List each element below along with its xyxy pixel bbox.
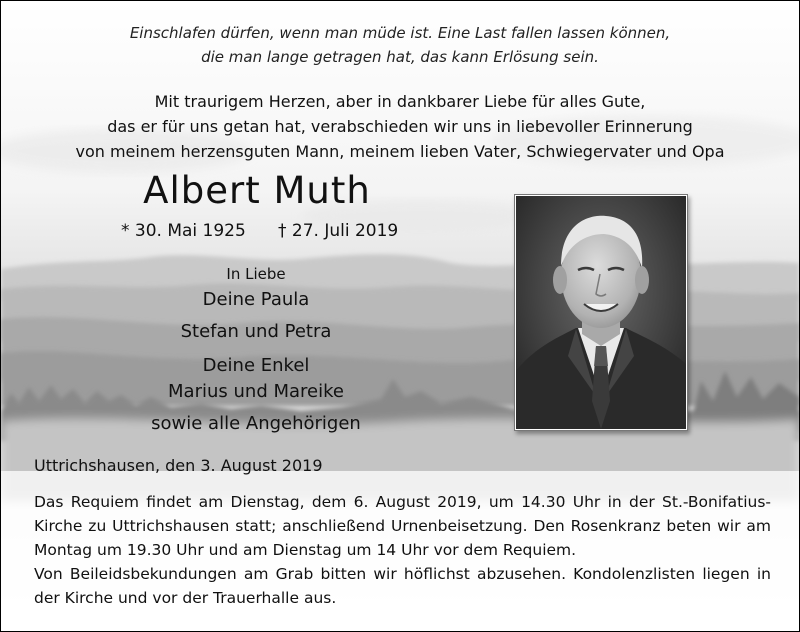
funeral-notice: [34, 490, 771, 610]
intro-line: Mit traurigem Herzen, aber in dankbarer Liebe für alles Gute,: [154, 92, 646, 111]
intro-line: von meinem herzensguten Mann, meinem lieben Vater, Schwiegervater und Opa: [75, 142, 725, 161]
death-date: † 27. Juli 2019: [278, 221, 399, 241]
mourner-line: Deine Enkel: [202, 355, 310, 376]
portrait-image: [516, 196, 686, 429]
motto-line: die man lange getragen hat, das kann Erlösung sein.: [201, 48, 599, 66]
mourner-line: Stefan und Petra: [180, 321, 332, 342]
place-and-date: Uttrichshausen, den 3. August 2019: [34, 456, 323, 475]
notice-paragraph: Das Requiem findet am Dienstag, dem 6. August 2019, um 14.30 Uhr in der St.-Bonifatius-Kirche zu Uttrichshausen statt; anschließend Urnenbeisetzung. Den Rosenkranz beten wir am Montag um 19.30 Uhr und am Dienstag um 14 Uhr vor dem Requiem.: [34, 493, 771, 559]
motto-verse: [1, 21, 799, 69]
motto-line: Einschlafen dürfen, wenn man müde ist. Eine Last fallen lassen können,: [129, 24, 671, 42]
mourners-intro-label: In Liebe: [226, 265, 286, 283]
portrait-photo: [514, 194, 688, 431]
mourner-line: Deine Paula: [202, 289, 310, 310]
notice-paragraph: Von Beileidsbekundungen am Grab bitten wir höflichst abzusehen. Kondolenzlisten liegen in der Kirche und vor der Trauerhalle aus.: [34, 565, 771, 607]
deceased-name: Albert Muth: [143, 169, 371, 212]
mourner-line: sowie alle Angehörigen: [151, 413, 361, 434]
intro-text: [1, 89, 799, 164]
mourner-line: Marius und Mareike: [168, 381, 344, 402]
birth-date: * 30. Mai 1925: [121, 221, 246, 241]
mourners-intro: [111, 263, 401, 285]
intro-line: das er für uns getan hat, verabschieden wir uns in liebevoller Erinnerung: [107, 117, 693, 136]
